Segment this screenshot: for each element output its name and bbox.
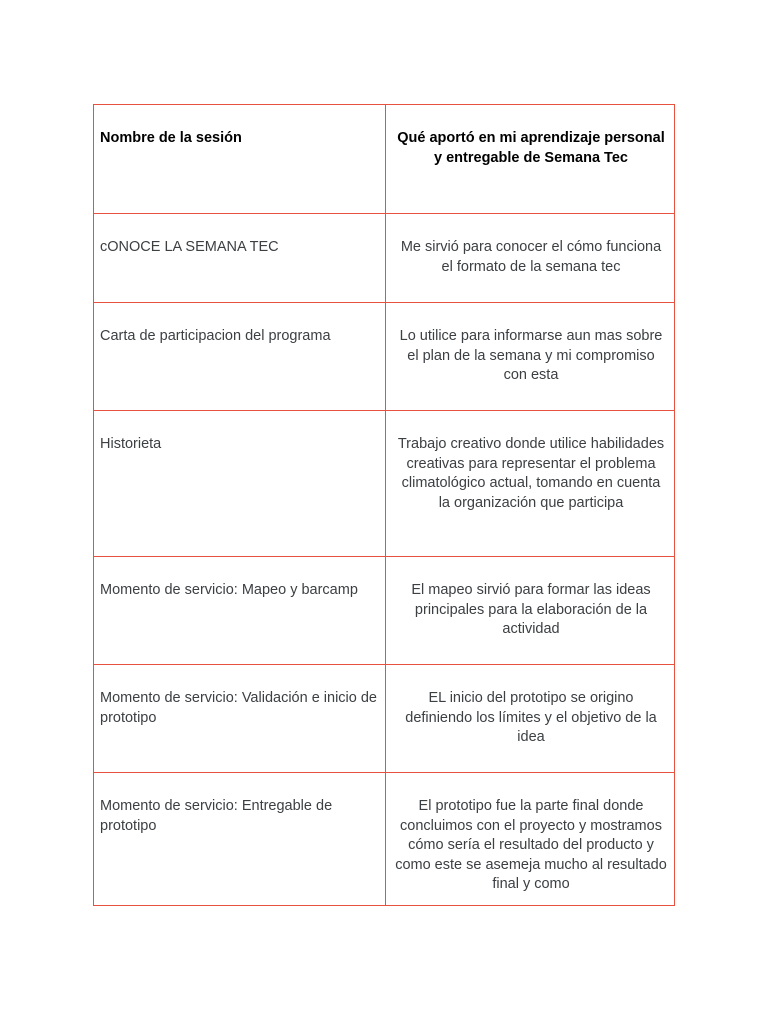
session-name: Momento de servicio: Entregable de prototipo xyxy=(100,798,333,834)
table-row xyxy=(94,773,675,906)
header-cell-session xyxy=(94,105,386,214)
table-header-row xyxy=(94,105,675,214)
contribution-cell xyxy=(386,214,675,303)
contribution-cell xyxy=(386,557,675,665)
session-name: cONOCE LA SEMANA TEC xyxy=(100,239,279,255)
contribution-text: El mapeo sirvió para formar las ideas principales para la elaboración de la actividad xyxy=(411,582,651,637)
session-cell xyxy=(94,665,386,773)
table-row xyxy=(94,214,675,303)
session-cell xyxy=(94,411,386,557)
contribution-cell xyxy=(386,665,675,773)
contribution-cell xyxy=(386,411,675,557)
session-name: Carta de participacion del programa xyxy=(100,328,331,344)
session-cell xyxy=(94,557,386,665)
contribution-text: Lo utilice para informarse aun mas sobre el plan de la semana y mi compromiso con esta xyxy=(399,328,663,383)
session-cell xyxy=(94,303,386,411)
sessions-table xyxy=(93,104,675,906)
session-name: Historieta xyxy=(100,436,162,452)
table-row xyxy=(94,665,675,773)
table-row xyxy=(94,303,675,411)
session-cell xyxy=(94,214,386,303)
table-row xyxy=(94,411,675,557)
contribution-cell xyxy=(386,773,675,906)
contribution-text: Trabajo creativo donde utilice habilidades creativas para representar el problema climatológico actual, tomando en cuenta la organización que participa xyxy=(397,436,665,511)
header-cell-contribution xyxy=(386,105,675,214)
header-contribution-label: Qué aportó en mi aprendizaje personal y entregable de Semana Tec xyxy=(397,130,665,166)
session-cell xyxy=(94,773,386,906)
contribution-cell xyxy=(386,303,675,411)
contribution-text: EL inicio del prototipo se origino definiendo los límites y el objetivo de la idea xyxy=(405,690,657,745)
session-name: Momento de servicio: Validación e inicio de prototipo xyxy=(100,690,377,726)
header-session-label: Nombre de la sesión xyxy=(100,130,242,146)
session-name: Momento de servicio: Mapeo y barcamp xyxy=(100,582,358,598)
table-row xyxy=(94,557,675,665)
contribution-text: Me sirvió para conocer el cómo funciona el formato de la semana tec xyxy=(400,239,662,275)
contribution-text: El prototipo fue la parte final donde concluimos con el proyecto y mostramos cómo sería el resultado del producto y como este se asemeja mucho al resultado final y como xyxy=(395,798,667,892)
